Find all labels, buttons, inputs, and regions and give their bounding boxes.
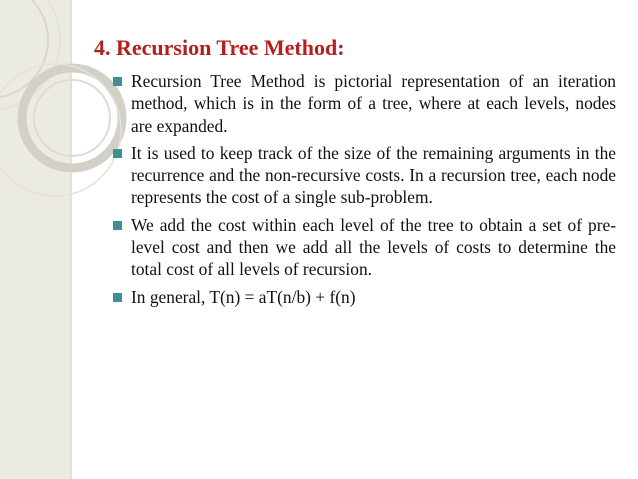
bullet-item xyxy=(110,142,616,209)
bullet-item xyxy=(110,70,616,137)
bullet-text: Recursion Tree Method is pictorial representation of an iteration method, which is in the form of a tree, where at each levels, nodes are expanded. xyxy=(131,71,616,136)
bullet-item xyxy=(110,214,616,281)
bullet-list xyxy=(110,70,616,313)
square-bullet-icon xyxy=(113,293,122,302)
bullet-text: We add the cost within each level of the tree to obtain a set of pre-level cost and then we add all the levels of costs to determine the total cost of all levels of recursion. xyxy=(131,214,616,280)
square-bullet-icon xyxy=(113,221,122,230)
bullet-text: It is used to keep track of the size of the remaining arguments in the recurrence and the non-recursive costs. In a recursion tree, each node represents the cost of a single sub-problem. xyxy=(131,142,616,208)
square-bullet-icon xyxy=(113,149,122,158)
square-bullet-icon xyxy=(113,77,122,86)
bullet-item xyxy=(110,286,616,308)
bullet-text: In general, T(n) = aT(n/b) + f(n) xyxy=(131,286,356,307)
slide-title: 4. Recursion Tree Method: xyxy=(94,35,345,60)
